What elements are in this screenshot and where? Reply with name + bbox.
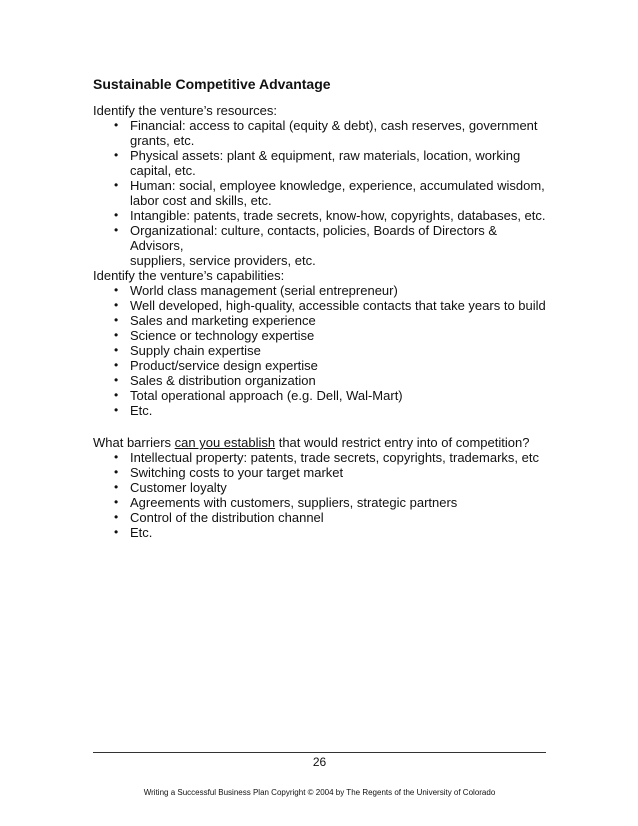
bullet-icon: • xyxy=(114,223,119,237)
list-item-text: Switching costs to your target market xyxy=(130,465,344,480)
list-item-continuation: grants, etc. xyxy=(130,133,195,148)
bullet-icon: • xyxy=(114,118,119,132)
bullet-icon: • xyxy=(114,283,119,297)
list-item-text: Total operational approach (e.g. Dell, Wal-Mart) xyxy=(130,388,403,403)
resources-list xyxy=(93,118,553,268)
resources-intro: Identify the venture’s resources: xyxy=(93,103,278,118)
resources-section xyxy=(93,103,553,268)
list-item xyxy=(93,343,553,358)
list-item-text: Physical assets: plant & equipment, raw materials, location, working xyxy=(130,148,521,163)
list-item xyxy=(93,465,553,480)
list-item-text: Customer loyalty xyxy=(130,480,227,495)
barriers-intro-start: What barriers xyxy=(93,435,175,450)
barriers-intro xyxy=(93,435,553,450)
list-item-text: Sales & distribution organization xyxy=(130,373,316,388)
list-item-text: Supply chain expertise xyxy=(130,343,261,358)
barriers-intro-end: that would restrict entry into of competition? xyxy=(275,435,530,450)
list-item-continuation: suppliers, service providers, etc. xyxy=(130,253,316,268)
list-item xyxy=(93,298,553,313)
bullet-icon: • xyxy=(114,343,119,357)
page-title: Sustainable Competitive Advantage xyxy=(93,76,331,92)
list-item-text: Science or technology expertise xyxy=(130,328,315,343)
bullet-icon: • xyxy=(114,495,119,509)
bullet-icon: • xyxy=(114,358,119,372)
list-item-text: Etc. xyxy=(130,525,153,540)
bullet-icon: • xyxy=(114,403,119,417)
list-item-text: Human: social, employee knowledge, experience, accumulated wisdom, xyxy=(130,178,545,193)
barriers-section xyxy=(93,435,553,540)
list-item-continuation: labor cost and skills, etc. xyxy=(130,193,272,208)
list-item xyxy=(93,450,553,465)
footer-divider xyxy=(93,752,546,753)
page-number: 26 xyxy=(312,755,327,769)
list-item xyxy=(93,373,553,388)
capabilities-intro: Identify the venture’s capabilities: xyxy=(93,268,285,283)
bullet-icon: • xyxy=(114,480,119,494)
list-item xyxy=(93,178,553,208)
list-item xyxy=(93,118,553,148)
barriers-intro-underlined: can you establish xyxy=(174,435,276,450)
list-item-text: World class management (serial entrepreneur) xyxy=(130,283,398,298)
list-item xyxy=(93,148,553,178)
list-item-text: Well developed, high-quality, accessible contacts that take years to build xyxy=(130,298,546,313)
list-item xyxy=(93,358,553,373)
list-item xyxy=(93,283,553,298)
list-item xyxy=(93,388,553,403)
list-item-text: Control of the distribution channel xyxy=(130,510,324,525)
bullet-icon: • xyxy=(114,208,119,222)
capabilities-list xyxy=(93,283,553,418)
bullet-icon: • xyxy=(114,525,119,539)
bullet-icon: • xyxy=(114,450,119,464)
bullet-icon: • xyxy=(114,298,119,312)
list-item-text: Financial: access to capital (equity & debt), cash reserves, government xyxy=(130,118,538,133)
list-item-text: Agreements with customers, suppliers, strategic partners xyxy=(130,495,458,510)
list-item xyxy=(93,525,553,540)
list-item xyxy=(93,328,553,343)
list-item-text: Organizational: culture, contacts, policies, Boards of Directors & Advisors, xyxy=(130,223,498,253)
bullet-icon: • xyxy=(114,510,119,524)
barriers-list xyxy=(93,450,553,540)
list-item-continuation: capital, etc. xyxy=(130,163,196,178)
capabilities-section xyxy=(93,268,553,418)
bullet-icon: • xyxy=(114,148,119,162)
bullet-icon: • xyxy=(114,313,119,327)
list-item-text: Intangible: patents, trade secrets, know-how, copyrights, databases, etc. xyxy=(130,208,546,223)
list-item xyxy=(93,403,553,418)
bullet-icon: • xyxy=(114,178,119,192)
list-item xyxy=(93,313,553,328)
list-item xyxy=(93,495,553,510)
list-item-text: Intellectual property: patents, trade secrets, copyrights, trademarks, etc xyxy=(130,450,539,465)
list-item xyxy=(93,223,553,268)
bullet-icon: • xyxy=(114,328,119,342)
list-item-text: Sales and marketing experience xyxy=(130,313,316,328)
list-item-text: Product/service design expertise xyxy=(130,358,318,373)
footer-copyright: Writing a Successful Business Plan Copyright © 2004 by The Regents of the University of Colorado xyxy=(143,788,496,797)
bullet-icon: • xyxy=(114,465,119,479)
list-item xyxy=(93,208,553,223)
list-item xyxy=(93,480,553,495)
list-item-text: Etc. xyxy=(130,403,153,418)
list-item xyxy=(93,510,553,525)
bullet-icon: • xyxy=(114,373,119,387)
bullet-icon: • xyxy=(114,388,119,402)
